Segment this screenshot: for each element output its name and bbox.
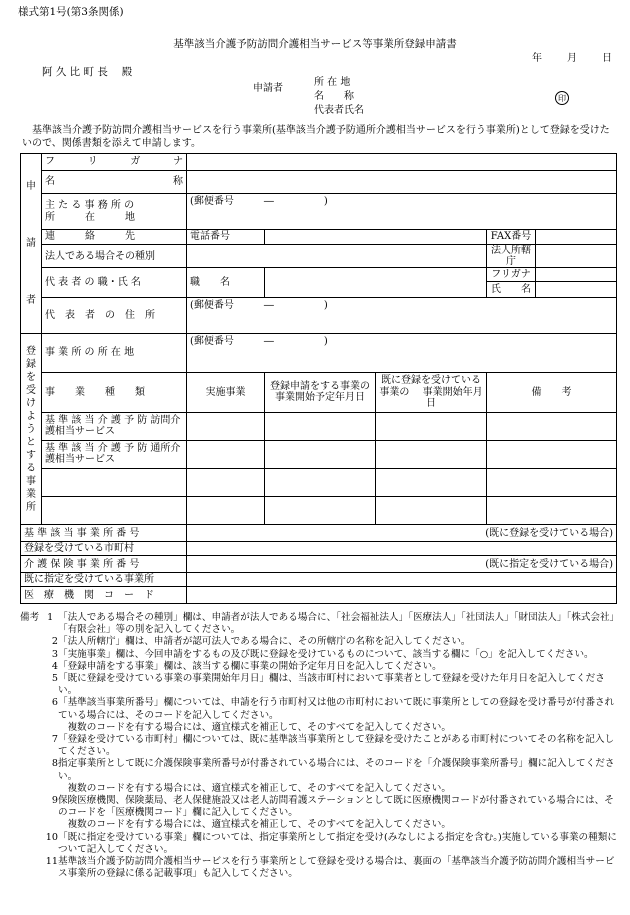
note-item [20, 734, 620, 758]
designated-field[interactable] [187, 573, 617, 587]
blank1-start-planned[interactable] [265, 469, 376, 497]
note-text: 「法人所轄庁」欄は、申請者が認可法人である場合に、その所轄庁の名称を記入してください。 [58, 636, 471, 648]
form-number: 様式第1号(第3条関係) [18, 6, 124, 18]
row-label-designated: 既に指定を受けている事業所 [21, 573, 187, 587]
rep-name-label: 氏 名 [487, 282, 536, 298]
row-label-medical: 医 療 機 関 コ ー ド [21, 587, 187, 604]
service2-start-planned[interactable] [265, 440, 376, 468]
note-number [20, 722, 58, 734]
col-header-remarks: 備 考 [487, 372, 617, 412]
row-label-contact: 連 絡 先 [42, 230, 187, 245]
note-text: 「法人である場合その種別」欄は、申請者が法人である場合に、「社会福祉法人」「医療法人」「社団法人」「財団法人」「株式会社」「有限会社」等の別を記入してください。 [58, 612, 620, 636]
note-number: 11 [45, 856, 58, 868]
service1-start-planned[interactable] [265, 412, 376, 440]
col-header-conduct: 実施事業 [187, 372, 265, 412]
blank1-remarks[interactable] [487, 469, 617, 497]
note-text: 指定事業所として既に介護保険事業所番号が付番されている場合には、そのコードを「介護保険事業所番号」欄に記入してください。 [58, 758, 615, 782]
service1-conduct[interactable] [187, 412, 265, 440]
note-item [20, 795, 620, 819]
care-no-field[interactable]: (既に指定を受けている場合) [187, 556, 617, 573]
applicant-address-label: 所 在 地 [314, 77, 351, 88]
fax-label: FAX番号 [487, 230, 536, 245]
col-header-start-existing: 既に登録を受けている事業の 事業開始年月日 [376, 372, 487, 412]
medical-field[interactable] [187, 587, 617, 604]
row-label-provider-no: 基 準 該 当 事 業 所 番 号 [21, 525, 187, 542]
application-form-table [20, 153, 617, 604]
service-row-day-care: 基 準 該 当 介 護 予 防 通所介護相当サービス [42, 440, 187, 468]
note-item [20, 612, 620, 636]
note-number: 8 [51, 758, 58, 770]
row-label-corp-type: 法人である場合その種別 [42, 245, 187, 268]
note-item [20, 856, 620, 880]
blank1-conduct[interactable] [187, 469, 265, 497]
date-year: 年 [532, 53, 542, 64]
note-number: 4 [51, 660, 58, 672]
note-item [20, 661, 620, 673]
provider-no-field[interactable]: (既に登録を受けている場合) [187, 525, 617, 542]
note-number: 6 [51, 697, 58, 709]
note-number: 10 [45, 831, 58, 843]
corp-office-field[interactable] [536, 245, 617, 268]
col-header-start-planned: 登録申請をする事業の事業開始予定年月日 [265, 372, 376, 412]
addressee: 阿 久 比 町 長 殿 [42, 66, 133, 78]
rep-name-field[interactable] [536, 282, 617, 298]
notes-label: 備考 [20, 612, 40, 623]
note-text: 複数のコードを有する場合には、適宜様式を補正して、そのすべてを記入してください。 [58, 721, 451, 733]
note-number: 3 [51, 648, 58, 660]
row-label-service-type: 事 業 種 類 [42, 372, 187, 412]
applicant-label: 申請者 [253, 83, 283, 94]
note-item [20, 819, 620, 831]
service2-conduct[interactable] [187, 440, 265, 468]
corp-office-label: 法人所轄庁 [487, 245, 536, 268]
office-location-postal[interactable]: (郵便番号 ― ) [187, 334, 617, 372]
phone-label: 電話番号 [187, 230, 265, 245]
note-text: 「既に登録を受けている事業の事業開始年月日」欄は、当該市町村において事業者として登録を受けた年月日を記入してください。 [58, 673, 605, 697]
seal-mark: 印 [555, 91, 569, 105]
note-number [20, 819, 58, 831]
note-number [20, 783, 58, 795]
post-label: 職 名 [187, 268, 265, 298]
note-text: 複数のコードを有する場合には、適宜様式を補正して、そのすべてを記入してください。 [58, 819, 451, 831]
row-label-rep-address: 代 表 者 の 住 所 [42, 298, 187, 334]
blank2-start-existing[interactable] [376, 497, 487, 525]
row-label-rep-title: 代 表 者 の 職・氏 名 [42, 268, 187, 298]
blank2-remarks[interactable] [487, 497, 617, 525]
rep-furigana-label: フリガナ [487, 268, 536, 282]
blank2-start-planned[interactable] [265, 497, 376, 525]
corp-type-field[interactable] [187, 245, 487, 268]
note-item [20, 783, 620, 795]
page-title: 基準該当介護予防訪問介護相当サービス等事業所登録申請書 [173, 38, 457, 50]
applicant-name-label: 名 称 [314, 91, 354, 102]
rep-furigana-field[interactable] [536, 268, 617, 282]
note-text: 保険医療機関、保険薬局、老人保健施設又は老人訪問看護ステーションとして既に医療機関コードが付番されている場合には、そのコードを「医療機関コード」欄に記入してください。 [58, 795, 614, 819]
note-text: 「既に指定を受けている事業」欄については、指定事業所として指定を受け(みなしによる指定を含む。)実施している事業の種類について記入してください。 [58, 831, 617, 855]
note-item [20, 832, 620, 856]
note-number: 7 [51, 734, 58, 746]
note-item [20, 649, 620, 661]
service2-remarks[interactable] [487, 440, 617, 468]
main-office-postal[interactable]: (郵便番号 ― ) [187, 194, 617, 230]
row-label-furigana: フ リ ガ ナ [42, 154, 187, 171]
note-number: 5 [51, 673, 58, 685]
intro-text: 基準該当介護予防訪問介護相当サービスを行う事業所(基準該当介護予防通所介護相当サービスを行う事業所)として登録を受けたいので、関係書類を添えて申請します。 [22, 125, 610, 149]
applicant-rep-label: 代表者氏名 [314, 105, 364, 116]
section-applicant: 申 請 者 [21, 154, 42, 334]
section-office: 登 録 を 受 け よ う と す る 事 業 所 [21, 334, 42, 525]
note-number: 9 [51, 795, 58, 807]
date-day: 日 [602, 53, 612, 64]
blank2-conduct[interactable] [187, 497, 265, 525]
date-month: 月 [567, 53, 577, 64]
service-row-blank-1 [42, 469, 187, 497]
note-text: 「登録を受けている市町村」欄については、既に基準該当事業所として登録を受けたことがある市町村についてその名称を記入してください。 [58, 734, 615, 758]
row-label-main-office: 主 た る 事 務 所 の 所 在 地 [42, 194, 187, 230]
service1-remarks[interactable] [487, 412, 617, 440]
note-text: 「基準該当事業所番号」欄については、申請を行う市町村又は他の市町村において既に事業所としての登録を受け番号が付番されている場合には、そのコードを記入してください。 [58, 697, 615, 721]
service1-start-existing[interactable] [376, 412, 487, 440]
blank1-start-existing[interactable] [376, 469, 487, 497]
row-label-office-location: 事 業 所 の 所 在 地 [42, 334, 187, 372]
service2-start-existing[interactable] [376, 440, 487, 468]
note-item [20, 722, 620, 734]
rep-address-postal[interactable]: (郵便番号 ― ) [187, 298, 617, 334]
note-text: 基準該当介護予防訪問介護相当サービスを行う事業所として登録を受ける場合は、裏面の「基準該当介護予防訪問介護相当サービス事業所の登録に係る記載事項」も記入してください。 [58, 856, 615, 880]
furigana-field[interactable] [187, 154, 617, 171]
notes-section [20, 612, 620, 880]
note-text: 複数のコードを有する場合には、適宜様式を補正して、そのすべてを記入してください。 [58, 782, 451, 794]
row-label-care-no: 介 護 保 険 事 業 所 番 号 [21, 556, 187, 573]
note-item [20, 697, 620, 721]
service-row-blank-2 [42, 497, 187, 525]
municipality-field[interactable] [187, 542, 617, 556]
post-field[interactable] [265, 268, 487, 298]
row-label-municipality: 登録を受けている市町村 [21, 542, 187, 556]
name-field[interactable] [187, 171, 617, 194]
note-text: 「実施事業」欄は、今回申請をするもの及び既に登録を受けているものについて、該当する欄に「○」を記入してください。 [58, 648, 594, 660]
note-number: 2 [51, 636, 58, 648]
note-item [20, 673, 620, 697]
service-row-visit-care: 基 準 該 当 介 護 予 防 訪問介護相当サービス [42, 412, 187, 440]
note-item [20, 636, 620, 648]
note-number: 備考 1 [20, 612, 54, 623]
phone-field[interactable] [265, 230, 487, 245]
fax-field[interactable] [536, 230, 617, 245]
note-item [20, 758, 620, 782]
row-label-name: 名 称 [42, 171, 187, 194]
note-text: 「登録申請をする事業」欄は、該当する欄に事業の開始予定年月日を記入してください。 [58, 660, 442, 672]
